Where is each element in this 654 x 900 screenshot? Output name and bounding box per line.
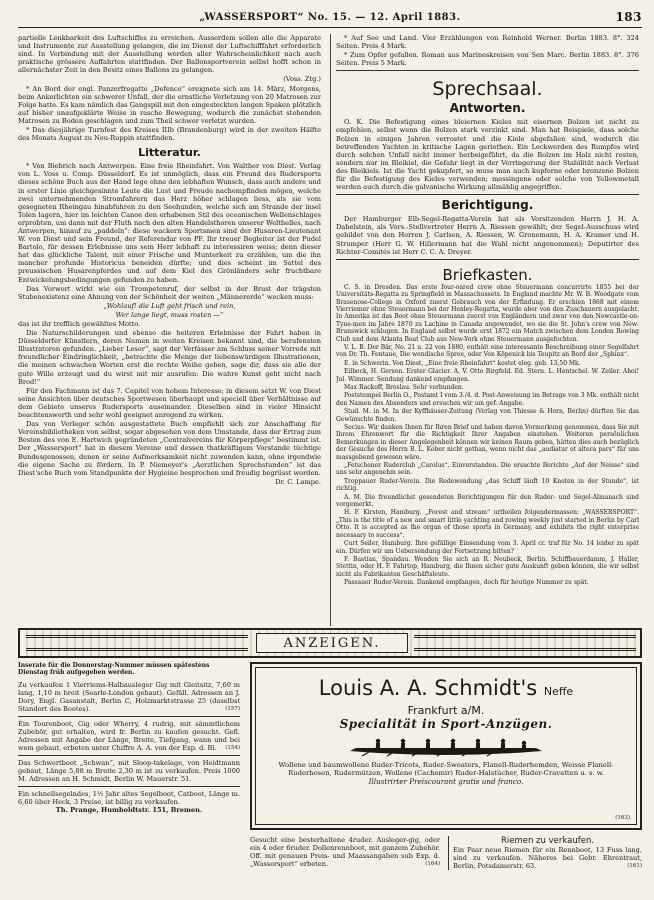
briefkasten-item: Curt Seiler, Hamburg. Ihre gefällige Einsendung vom 3. April cr. traf für No. 14 leider zu spät ein. Dürfen wir um Uebersendung der Fortsetzung bitten? (336, 540, 639, 555)
ad-text: Ein Tourenboot, Gig oder Wherry, 4 rudrig, mit sämmtlichem Zubehör, gut erhalten, wird fr. Berlin zu kaufen gesucht. Gefl. Adressen mit Angabe der Länge, Breite, Tiefgang, wann und bei wem gebaut, erbeten unter Chiffre A. A. von der Exp. d. Bl. (18, 720, 240, 752)
briefkasten-item: C. S. in Dresden. Das erste four-oared crew ohne Steuermann concurrirte 1855 bei der Universitäts-Regatta zu Springfield in Massachussets. In England machte Mr. W. B. Woodgate vom Brasenose-College in Oxford zuerst Gebrauch von der Erfindung. Er erschien 1868 mit einem Vierriemer ohne Steuermann bei der Henley-Regatta, wurde aber von den Zuschauern ausgelacht. In Amerika ist das Boot ohne Steuermann zuerst von Engländern und zwar von den Newcastle-on-Tyne-men im Jahre 1870 zu Lachine in Canada angewendet, wo sie die St. John's crew von New-Brunswick schlugen. In England selbst wurde erst 1872 ein Match zwischen dem London Rowing Club und dem Atlanta Boat Club aus New-York ohne Steuermann ausgefochten. (336, 283, 639, 343)
intro-paragraph: partielle Lenkbarkeit des Luftschiffes zu erreichen. Ausserdem sollen alle die Apparate und Instrumente zur Ausstellung gelangen, die im Dienst der Luftschifffahrt erforderlich sind. In Verbindung mit der Ausstellung werden aller Wahrscheinlichkeit nach auch praktische grössere Auffahrten stattfinden. Der Ballonsportverein selbst hofft schon in allernächster Zeit in den Besitz eines Ballons zu gelangen. (18, 34, 321, 75)
ad-number: (154) (225, 745, 240, 751)
header-rule (18, 27, 642, 28)
classified-ad (250, 836, 440, 868)
classified-ad (18, 717, 240, 756)
column-divider (330, 34, 331, 626)
schmidt-specialty: Specialität in Sport-Anzügen. (339, 717, 553, 731)
book-notice: * Auf See und Land. Vier Erzählungen von Reinhold Werner. Berlin 1883. 8°. 324 Seiten. Preis 4 Mark. (336, 34, 639, 51)
intro-source: (Voss. Ztg.) (283, 75, 321, 84)
schmidt-advertisement (250, 662, 642, 830)
schmidt-price-note: Illustrirter Preiscourant gratis und franco. (368, 777, 524, 787)
ad-text: Ein Paar neue Riemen für ein Rennboot, 13 Fuss lang, sind zu verkaufen. Näheres bei Gebr. Ehrentraut, Berlin, Potsdamerstr. 63. (453, 846, 642, 870)
anzeigen-label: ANZEIGEN. (256, 633, 408, 653)
berichtigung-text: Der Hamburger Elb-Segel-Regatta-Verein hat als Vorsitzenden Herrn J. H. A. Dabelstein, als Vors.-Stellvertreter Herrn A. Riessen gewählt; der Segel-Ausschuss wird gebildet von den Herren J. Carlsen, A. Riessen, W. Gronemann, H. A. Kramer und H. Strumper (Herr G. W. Hillermann hat die Wahl nicht angenommen); Deputirter des Richter-Comités ist Herr C. C. A. Dreyer. (336, 215, 639, 256)
classified-ad (18, 787, 240, 817)
newspaper-page (18, 10, 642, 894)
berichtigung-heading: Berichtigung. (441, 198, 534, 213)
ad-text: Zu verkaufen 1 Vierriems-Halbausleger Gig mit Gleitsitz, 7,60 m lang, 1,10 m breit (Searle-London gebaut). Gefäll. Adressen an J. Dory, Engl. Gasanstalt, Berlin C, Holzmarktstrasse 25 (daselbst Standort des Bootes). (18, 681, 240, 713)
schmidt-neffe: Neffe (543, 685, 574, 698)
briefkasten-item: H. F. Kirsten, Hamburg. „Forest and stream“ urtheilen folgendermassen: „WASSERSPORT“. „This is the title of a new and smart little yachting and rowing weekly just started in Berlin by Carl Otto. It is accepted as the organ of those sports in Germany, and exhibits the right enterprise necessary to success“. (336, 509, 639, 539)
briefkasten-item: Max Rackoff, Breslau. Sehr verbunden. (344, 383, 464, 391)
section-rule (336, 259, 639, 260)
briefkasten-item: V. L. B. Der Bär, No. 21 u. 22 von 1880, enthält eine interessante Beschreibung einer Segelfahrt von Dr. Th. Fontane, Die wendische Spree, oder Von Köpenick bis Teupitz an Bord der „Sphinx“. (336, 343, 639, 359)
poem-line: „Wohlauf! die Luft geht frisch und rein, (103, 301, 236, 310)
schmidt-city: Frankfurt a/M. (407, 704, 485, 717)
literatur-signature: Dr. C. Lampe. (275, 477, 321, 486)
anzeigen-banner (18, 628, 642, 658)
briefkasten-item: Passauer Ruder-Verein. Dankend empfangen, doch für heutige Nummer zu spät. (344, 579, 589, 587)
left-column (18, 34, 321, 726)
literatur-paragraph: * Von Biebrich nach Antwerpen. Eine freie Rheinfahrt. Von Walther von Diest. Verlag von L. Voss u. Comp. Düsseldorf. Es ist unmöglich, dass ein Freund des Rudersports dieses schöne Buch aus der Hand lege ohne den lebhaften Wunsch, dass auch andere und in erster Linie gleichgesinnte Leute die Lust und Freude nachempfinden mögen, welche zwei unternehmenden Stromfahrern das Herz höher schlagen liess, als sie vom gesegneten Rheingau hinabfuhren zu den Seehunden, welche sich am Strande der insel Tolen lagern, hier im leichten Canoe den erhabenen Stil des oceanischen Wellenschlages erprobten, um dann mit der Fluth nach den alten Handelsthoren unserer Welthelles, nach Antwerpen, hinauf zu „paddeln“: diese wackern Sportsmen sind der Husaren-Lieutenant W. von Diest und sein Freund, der Referendar von PF. Ihr treuer Begleiter ist der Pudel Bartolo, für dessen Erlebnisse uns sein Herr lebhaft zu interessiren weiss; denn dieser hat das glückliche Talent, mit einer Frische und Munterkeit zu erzählen, um die ihn mancher profunde Historicus beneiden dürfte; und dies scheint im Sattel des preussischen Husarenpferdes und auf dem Kiel des Grönländers sehr fruchtbare Entwickelungsbedingungen gefunden zu haben. (18, 162, 321, 284)
classified-ad (18, 756, 240, 787)
sprechsaal-heading: Sprechsaal. (432, 78, 543, 101)
section-rule (336, 70, 639, 71)
briefkasten-item: Eilbeck, H. Gerson. Erster Glacier. A. V. Otto Birgfeld. Ed. Stern. L. Hentschel. W. Zeiler. Ahoi! Jul. Wimmer. Sendung dankend empfangen. (336, 368, 639, 383)
literatur-paragraph: das ist ihr trefflich gewähltes Motto. (18, 320, 141, 328)
literatur-paragraph: Die Naturschilderungen und ebenso die heiteren Erlebnisse der Fahrt haben in Düsseldorfer Künstlern, deren Namen in weiten Kreisen bekannt sind, die berufensten Illustratoren gefunden. „Lieber Leser“, sagt der Verfasser am Schluss seiner Vorrede mit freundlicher Eindringlichkeit, „betrachte die Menge der liebenswürdigen Illustrationen, die meinen schwachen Worten erst die rechte Weihe geben, sage dir, dass sie alle der gute Wille erzeugt und du wirst mit mir ausrufen: Die wahre Kunst geht nicht nach Brod!“ (18, 329, 321, 386)
briefkasten-item: E. in Schwerin. Von Diest, „Eine freie Rheinfahrt“ kostet eleg. geb. 13,50 Mk. (344, 359, 581, 367)
briefkasten-item: Socius. Wir danken Ihnen für Ihren Brief und haben davon Vormerkung genommen, dass Sie mit Ihrem Ehrenwort für die Richtigkeit Ihrer Angaben einstehen. Weiteren persönlichen Bemerkungen in dieser Angelegenheit können wir keinen Raum geben, hätten dies auch bezüglich der Gesuche des Herrn B. L. Kober nicht gethan, wenn nicht das „audiatur et altera pars“ für uns massgebend gewesen wäre. (336, 424, 639, 461)
ad-text: Ein schnellsegelndes, 1½ Jahr altes Segelboot, Catboot, Länge m. 6,60 über Heck, 3 Preise, ist billig zu verkaufen. (18, 790, 240, 806)
ad-address: Th. Prange, Humboldtstr. 151, Bremen. (55, 806, 203, 814)
briefkasten-item: Stud. M. in M. In der Kyffhäuser-Zeitung (Verlag von Thiesse & Horn, Berlin) dürften Sie das Gewünschte finden. (336, 408, 639, 423)
page-number: 183 (615, 10, 642, 24)
briefkasten-item: A. M. Die freundlichst gesendeten Berichtigungen für den Ruder- und Segel-Almanach sind vorgemerkt. (336, 493, 639, 509)
fret-ornament (414, 635, 636, 651)
ad-number: (157) (225, 706, 240, 712)
literatur-paragraph: Das von Verleger schön ausgestattete Buch empfiehlt sich zur Anschaffung für Vereinsbibliotheken von selbst, sogar abgesehen von dem Umstande, dass der Ertrag zum Besten des von E. Hartwich gegründeten „Centralvereins für Körperpflege“ bestimmt ist. Der „Wassersport“ hat in diesem Vereine und dessen thatkräftigem Vorstande tüchtige Bundesgenossen, denen er seine Aufmerksamkeit nicht zuwenden kann, ohne irgendwie die eigene Sache zu fördern. In P. Niemeyer's „Aerztlichen Sprechstunden“ ist das Diest'sche Buch vom Standpunkte der Hygieine besprochen und freudig begrüsst worden. (18, 420, 321, 477)
briefkasten-item: „Fetschener Ruderclub „Carolus“. Einverstanden. Die ersuchte Berichte „Auf der Neisse“ sind uns sehr angenehm sein. (336, 462, 639, 477)
ads-deadline-note: Inserate für die Donnerstag-Nummer müssen spätestens Dienstag früh aufgegeben werden. (18, 662, 210, 677)
ad-text: Gesucht eine besterhaltene 4ruder. Ausleger-gig, oder ein 4 oder 6ruder. Dollenrennboot, mit ganzem Zubehör. Off. mit genauen Preis- und Maassangaben sub Exp. d. „Wassersport“ erbeten. (250, 836, 440, 868)
running-title: „WASSERSPORT“ No. 15. — 12. April 1883. (199, 12, 461, 23)
schmidt-description: Wollene und baumwollene Ruder-Tricots, Ruder-Sweaters, Flanell-Ruderhemden, Weisse Flanell-Ruderhosen, Rudermützen, Wollene (Cachemir) Ruder-Halstücher, Ruder-Cravatten u. s. w. (278, 761, 614, 778)
book-notice: * Zum Opfer gefallen. Roman aus Marineskreisen von Sen Marc. Berlin 1883. 8°. 376 Seiten. Preis 5 Mark. (336, 51, 639, 68)
briefkasten-item: Troppauer Ruder-Verein. Die Redewendung „das Schiff läuft 10 Knoten in der Stunde“, ist richtig. (336, 477, 639, 493)
section-rule (336, 194, 639, 195)
classified-ad (448, 836, 642, 870)
news-defence: * An Bord der engl. Panzerfregatte „Defence“ ereignete sich am 14. März, Morgens, beim Ankerlichten ein schwerer Unfall, der die ernstliche Verletzung von 20 Matrosen zur Folge hatte. Es kam nämlich das Gangspill mit den eingesteckten langen Spaken plötzlich auf bisher unaufgeklärte Weise in rasche Bewegung, wodurch die zunächst stehenden Matrosen zu Boden geschlagen und zum Theil schwer verletzt wurden. (18, 84, 321, 125)
ad-frame (255, 667, 637, 825)
schmidt-name: Louis A. A. Schmidt's (318, 676, 538, 700)
briefkasten-item: Poststempel Berlin O., Postamt I vom 3./4. d. Post-Anweisung im Betrage von 3 Mk. enthält nicht den Namen des Absenders und ersuchen wir um gef. Angabe. (336, 392, 639, 407)
news-turnfest: * Das diesjährige Turnfest des Kreises IIIb (Brandenburg) wird in der zweiten Hälfte des Monats August zu Neu-Ruppin stattfinden. (18, 126, 321, 143)
schmidt-title (256, 676, 636, 704)
riemen-heading: Riemen zu verkaufen. (500, 836, 595, 846)
right-column (336, 34, 639, 632)
literatur-heading: Litteratur. (138, 146, 201, 160)
literatur-paragraph: Für den Fachmann ist das 7. Capitel von hohem Interesse; in diesem setzt W. von Diest seine Ansichten über deutsches Sportwesen überhaupt und speciell über Verhältnisse auf dem Gebiete unseres Rudersports auseinander. Dieselben sind in vieler Hinsicht beachtenswerth und sehr wohl geeignet anregend zu wirken. (18, 386, 321, 420)
rowing-boat-illustration (346, 734, 546, 758)
fret-ornament (26, 635, 248, 651)
antworten-text: O. K. Die Befestigung eines bleiernen Kieles mit eisernen Bolzen ist nicht zu empfehlen, selbst wenn die Bolzen stark verzinkt sind. Man hat Beispiele, dass solche Bolzen in einigen Jahren verrostet und die Kiele abgefallen sind, wodurch die betreffenden Yachten in kritische Lagen geriethen. Ein Leckwerden des Rumpfes wird durch solchen Unfall nicht immer herbeigeführt, da die Bolzen im Holz nicht rosten, sondern nur im Bleikiel, die Gefahr liegt in der Verringerung der Stabilität nach Verlust des Bleikiels. Ist die Yacht gekupfert, so muss man auch kupferne oder bronzene Bolzen für die Befestigung des Kieles verwenden; messingene oder solche von Yellowmetall werden auch durch die galvanische Wirkung allmählig angegriffen. (336, 118, 639, 192)
running-head (18, 10, 642, 26)
classified-ad (18, 678, 240, 717)
antworten-heading: Antworten. (449, 101, 526, 116)
ad-number: (163) (615, 815, 630, 821)
briefkasten-list (336, 284, 639, 587)
ad-number: (164) (425, 861, 440, 867)
poem-line: Wer lange liegt, muss rosten —“ (115, 310, 224, 319)
ad-text: Das Schwertboot „Schwan“, mit Sloop-takelage, von Heidtmann gebaut, Länge 5,88 m Breite 2,30 m ist zu verkaufen. Preis 1000 M. Adressen an H. Schmidt, Berlin W. Mauerstr. 51. (18, 759, 240, 783)
briefkasten-heading: Briefkasten. (442, 265, 533, 284)
small-ads-column (18, 678, 240, 817)
ad-number: (161) (627, 863, 642, 869)
literatur-paragraph: Das Vorwort wirkt wie ein Trompetenruf, der selbst in der Brust der trägsten Stubenexistenz eine Ahnung von der Schönheit der weiten „Männererde“ wecken muss: (18, 284, 321, 301)
briefkasten-item: F. Bastian, Spandau. Wenden Sie sich an R. Neubeck, Berlin, Schiffbauerdamm, J. Haller, Stettin, oder H. F. Fahrtop, Hamburg, die Ihnen sicher gute Auskunft geben können, die wir selbst nicht als Fabrikanten Geschäftsleute. (336, 555, 639, 578)
